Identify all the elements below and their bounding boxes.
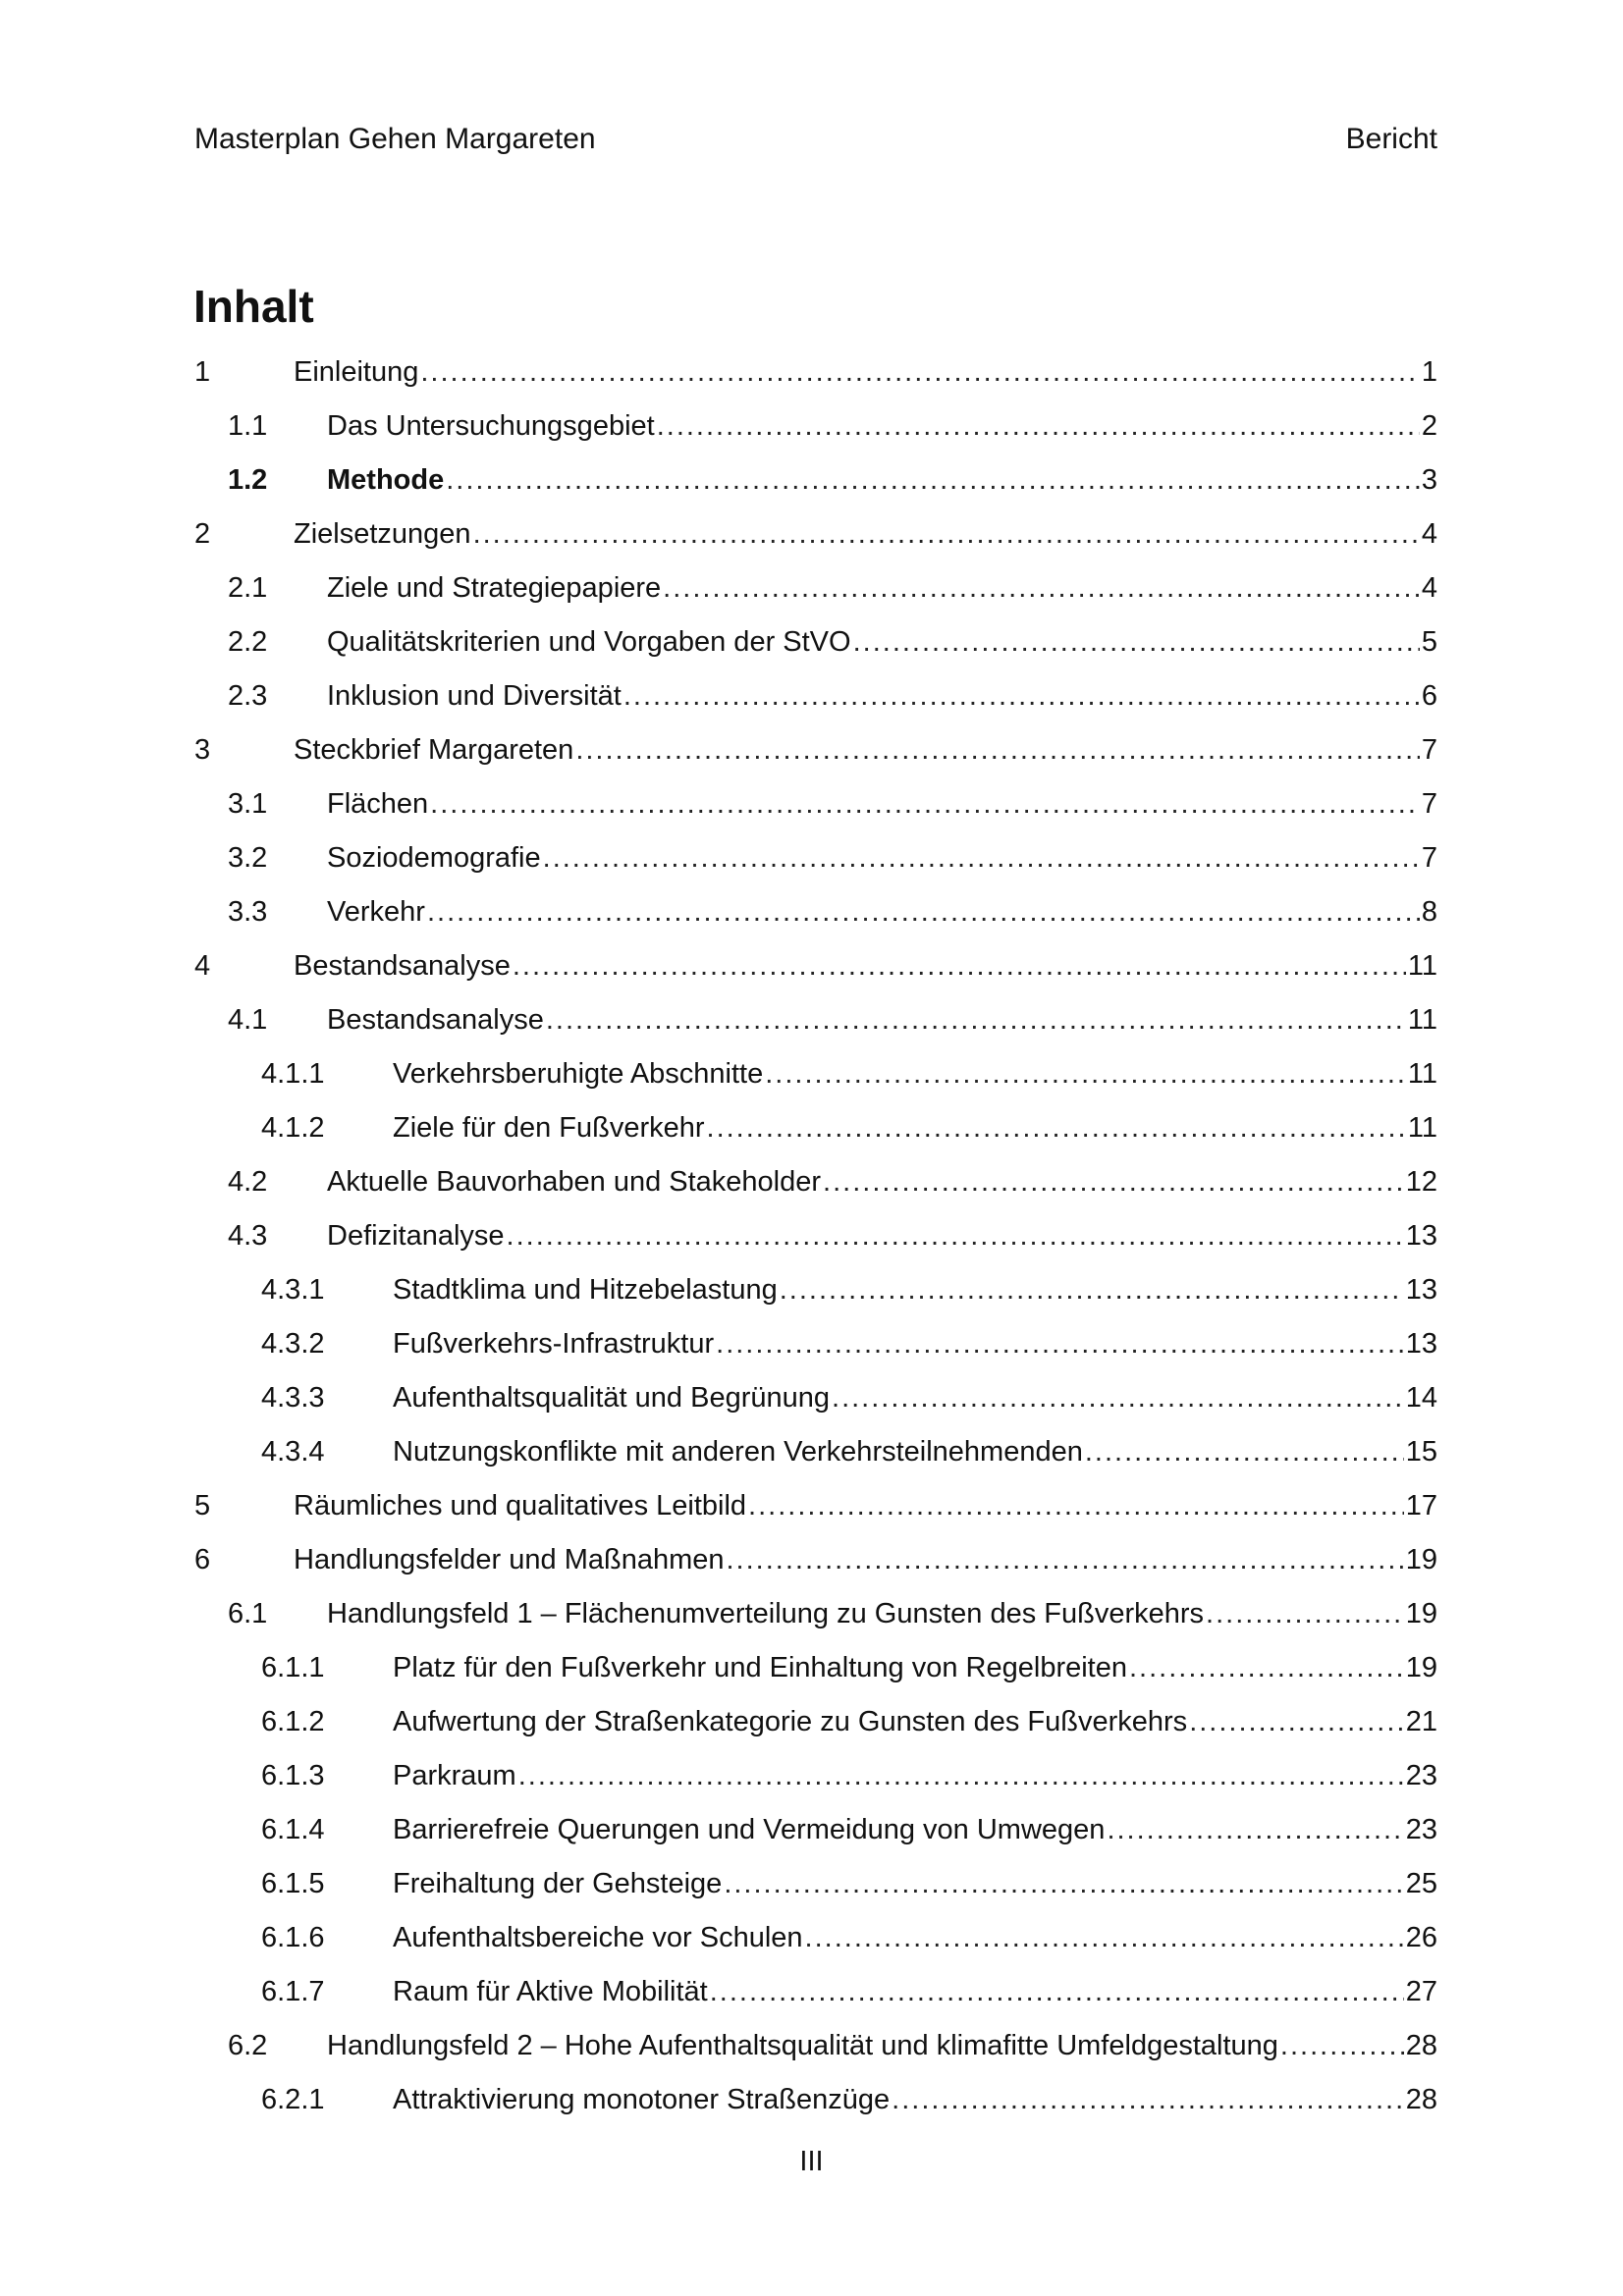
toc-dot-leader [427, 896, 1420, 929]
toc-entry-label: Zielsetzungen [294, 518, 471, 550]
toc-entry-page: 13 [1405, 1220, 1437, 1252]
toc-entry-label: Stadtklima und Hitzebelastung [393, 1274, 778, 1306]
toc-entry-page: 7 [1421, 734, 1437, 766]
toc-entry-label: Handlungsfeld 2 – Hohe Aufenthaltsqualität und klimafitte Umfeldgestaltung [327, 2030, 1278, 2061]
toc-entry-page: 23 [1405, 1814, 1437, 1845]
toc-entry[interactable] [194, 669, 1437, 723]
toc-dot-leader [546, 1004, 1406, 1037]
toc-entry-label: Platz für den Fußverkehr und Einhaltung von Regelbreiten [393, 1652, 1127, 1683]
toc-entry-page: 11 [1407, 1004, 1437, 1036]
toc-entry-page: 4 [1421, 518, 1437, 550]
toc-entry-label: Freihaltung der Gehsteige [393, 1868, 723, 1899]
toc-entry-page: 13 [1405, 1274, 1437, 1306]
toc-entry-label: Verkehrsberuhigte Abschnitte [393, 1058, 764, 1090]
toc-dot-leader [805, 1922, 1404, 1954]
toc-entry-page: 7 [1421, 788, 1437, 820]
toc-dot-leader [420, 356, 1419, 389]
toc-entry[interactable] [194, 723, 1437, 777]
toc-entry-label: Defizitanalyse [327, 1220, 505, 1252]
toc-entry-number: 4.3.2 [261, 1328, 325, 1360]
toc-entry[interactable] [194, 1965, 1437, 2019]
toc-dot-leader [707, 1112, 1406, 1145]
toc-entry-label: Raum für Aktive Mobilität [393, 1976, 708, 2007]
toc-dot-leader [518, 1760, 1404, 1792]
toc-entry-page: 7 [1421, 842, 1437, 874]
toc-dot-leader [716, 1328, 1404, 1361]
toc-entry-page: 4 [1421, 572, 1437, 604]
toc-entry-label: Fußverkehrs-Infrastruktur [393, 1328, 715, 1360]
toc-entry-page: 6 [1421, 680, 1437, 712]
toc-entry[interactable] [194, 1803, 1437, 1857]
toc-entry[interactable] [194, 939, 1437, 993]
toc-entry-label: Aufenthaltsqualität und Begrünung [393, 1382, 831, 1414]
toc-entry-page: 13 [1405, 1328, 1437, 1360]
toc-entry-label: Barrierefreie Querungen und Vermeidung von Umwegen [393, 1814, 1106, 1845]
toc-entry[interactable] [194, 993, 1437, 1047]
toc-entry-label: Das Untersuchungsgebiet [327, 410, 655, 442]
toc-entry-number: 6.1.5 [261, 1868, 325, 1899]
toc-entry-label: Methode [327, 464, 445, 496]
toc-entry[interactable] [194, 1371, 1437, 1425]
toc-dot-leader [1189, 1706, 1404, 1738]
toc-entry[interactable] [194, 1317, 1437, 1371]
toc-entry[interactable] [194, 1479, 1437, 1533]
toc-entry-number: 3.3 [228, 896, 268, 928]
toc-entry-number: 6.1.7 [261, 1976, 325, 2007]
toc-entry-label: Nutzungskonflikte mit anderen Verkehrsteilnehmenden [393, 1436, 1083, 1468]
toc-entry-number: 2.1 [228, 572, 268, 604]
toc-entry[interactable] [194, 1209, 1437, 1263]
toc-entry-number: 3 [194, 734, 211, 766]
toc-entry-label: Ziele und Strategiepapiere [327, 572, 662, 604]
toc-entry-page: 11 [1407, 1058, 1437, 1090]
toc-entry-number: 6.1.3 [261, 1760, 325, 1791]
toc-entry-number: 4.1.1 [261, 1058, 325, 1090]
toc-dot-leader [832, 1382, 1404, 1415]
toc-entry[interactable] [194, 831, 1437, 885]
toc-entry-page: 23 [1405, 1760, 1437, 1791]
toc-entry-page: 14 [1405, 1382, 1437, 1414]
toc-entry-label: Aktuelle Bauvorhaben und Stakeholder [327, 1166, 822, 1198]
toc-entry-label: Handlungsfelder und Maßnahmen [294, 1544, 725, 1575]
toc-dot-leader [823, 1166, 1404, 1199]
toc-entry-number: 6.1.6 [261, 1922, 325, 1953]
toc-entry-label: Aufwertung der Straßenkategorie zu Gunsten des Fußverkehrs [393, 1706, 1188, 1737]
toc-entry-page: 12 [1405, 1166, 1437, 1198]
toc-entry[interactable] [194, 2073, 1437, 2127]
toc-entry-number: 6 [194, 1544, 211, 1575]
toc-entry[interactable] [194, 1641, 1437, 1695]
toc-dot-leader [710, 1976, 1404, 2008]
table-of-contents [194, 346, 1437, 2127]
toc-entry[interactable] [194, 1101, 1437, 1155]
toc-entry-number: 5 [194, 1490, 211, 1522]
toc-entry-label: Einleitung [294, 356, 419, 388]
toc-entry-number: 4.3.1 [261, 1274, 325, 1306]
toc-entry-number: 4.3.4 [261, 1436, 325, 1468]
toc-entry[interactable] [194, 1533, 1437, 1587]
toc-dot-leader [724, 1868, 1403, 1900]
toc-entry-number: 2.3 [228, 680, 268, 712]
toc-entry-label: Qualitätskriterien und Vorgaben der StVO [327, 626, 851, 658]
toc-entry-page: 25 [1405, 1868, 1437, 1899]
toc-entry[interactable] [194, 1425, 1437, 1479]
toc-dot-leader [1280, 2030, 1404, 2062]
toc-entry[interactable] [194, 1911, 1437, 1965]
toc-entry-number: 4.2 [228, 1166, 268, 1198]
toc-entry-label: Flächen [327, 788, 429, 820]
toc-dot-leader [1129, 1652, 1404, 1684]
toc-entry-number: 2 [194, 518, 211, 550]
toc-entry-page: 27 [1405, 1976, 1437, 2007]
toc-entry-number: 1.2 [228, 464, 268, 496]
toc-dot-leader [1085, 1436, 1404, 1468]
toc-entry[interactable] [194, 400, 1437, 454]
toc-entry[interactable] [194, 1263, 1437, 1317]
toc-entry-page: 28 [1405, 2030, 1437, 2061]
page-header [194, 120, 1437, 159]
toc-entry-page: 2 [1421, 410, 1437, 442]
toc-entry-number: 4 [194, 950, 211, 982]
toc-entry[interactable] [194, 507, 1437, 561]
toc-dot-leader [623, 680, 1420, 713]
toc-dot-leader [657, 410, 1420, 443]
toc-entry-page: 8 [1421, 896, 1437, 928]
toc-dot-leader [507, 1220, 1404, 1253]
toc-entry-page: 19 [1405, 1544, 1437, 1575]
toc-dot-leader [1206, 1598, 1404, 1630]
toc-dot-leader [663, 572, 1420, 605]
toc-entry-number: 1.1 [228, 410, 268, 442]
toc-entry-page: 5 [1421, 626, 1437, 658]
toc-dot-leader [575, 734, 1420, 767]
toc-entry-page: 28 [1405, 2084, 1437, 2115]
toc-entry-page: 3 [1421, 464, 1437, 496]
toc-entry-label: Räumliches und qualitatives Leitbild [294, 1490, 747, 1522]
toc-entry-label: Attraktivierung monotoner Straßenzüge [393, 2084, 891, 2115]
toc-entry[interactable] [194, 777, 1437, 831]
toc-entry-page: 1 [1421, 356, 1437, 388]
toc-entry[interactable] [194, 615, 1437, 669]
toc-dot-leader [727, 1544, 1404, 1576]
toc-dot-leader [513, 950, 1406, 983]
toc-entry-label: Inklusion und Diversität [327, 680, 622, 712]
toc-entry-page: 11 [1407, 950, 1437, 982]
toc-dot-leader [446, 464, 1420, 497]
toc-dot-leader [748, 1490, 1404, 1522]
toc-entry-number: 3.2 [228, 842, 268, 874]
toc-entry-label: Bestandsanalyse [294, 950, 511, 982]
page-number: III [799, 2146, 824, 2177]
toc-entry-number: 6.1.2 [261, 1706, 325, 1737]
toc-entry-label: Soziodemografie [327, 842, 541, 874]
toc-entry[interactable] [194, 885, 1437, 939]
toc-dot-leader [1107, 1814, 1403, 1846]
toc-entry-page: 21 [1405, 1706, 1437, 1737]
toc-entry[interactable] [194, 454, 1437, 507]
toc-entry-number: 4.3 [228, 1220, 268, 1252]
toc-entry-number: 6.1.4 [261, 1814, 325, 1845]
toc-entry[interactable] [194, 2019, 1437, 2073]
toc-entry-page: 19 [1405, 1652, 1437, 1683]
toc-entry[interactable] [194, 561, 1437, 615]
toc-dot-leader [543, 842, 1420, 875]
toc-entry-label: Handlungsfeld 1 – Flächenumverteilung zu Gunsten des Fußverkehrs [327, 1598, 1205, 1629]
toc-entry-label: Bestandsanalyse [327, 1004, 544, 1036]
toc-entry-page: 19 [1405, 1598, 1437, 1629]
toc-entry[interactable] [194, 1155, 1437, 1209]
header-document-title: Masterplan Gehen Margareten [194, 123, 596, 155]
toc-entry-number: 4.3.3 [261, 1382, 325, 1414]
toc-entry-label: Ziele für den Fußverkehr [393, 1112, 705, 1144]
toc-entry-page: 15 [1405, 1436, 1437, 1468]
toc-dot-leader [430, 788, 1420, 821]
toc-entry-number: 4.1.2 [261, 1112, 325, 1144]
toc-entry-number: 6.2.1 [261, 2084, 325, 2115]
toc-dot-leader [853, 626, 1420, 659]
toc-dot-leader [892, 2084, 1404, 2116]
toc-entry[interactable] [194, 346, 1437, 400]
toc-entry[interactable] [194, 1695, 1437, 1749]
toc-entry-label: Steckbrief Margareten [294, 734, 574, 766]
toc-entry-number: 4.1 [228, 1004, 268, 1036]
toc-entry-number: 2.2 [228, 626, 268, 658]
toc-entry-number: 6.1 [228, 1598, 268, 1629]
toc-entry-page: 11 [1407, 1112, 1437, 1144]
toc-entry-number: 3.1 [228, 788, 268, 820]
toc-dot-leader [473, 518, 1420, 551]
toc-entry-number: 6.1.1 [261, 1652, 325, 1683]
header-section-label: Bericht [1345, 123, 1437, 155]
toc-dot-leader [780, 1274, 1404, 1307]
toc-title: Inhalt [193, 281, 314, 332]
toc-entry-page: 17 [1405, 1490, 1437, 1522]
toc-entry[interactable] [194, 1047, 1437, 1101]
toc-entry-number: 6.2 [228, 2030, 268, 2061]
toc-entry-number: 1 [194, 356, 211, 388]
toc-dot-leader [765, 1058, 1406, 1091]
toc-entry[interactable] [194, 1587, 1437, 1641]
toc-entry[interactable] [194, 1749, 1437, 1803]
toc-entry-label: Parkraum [393, 1760, 516, 1791]
toc-entry-label: Aufenthaltsbereiche vor Schulen [393, 1922, 803, 1953]
toc-entry-label: Verkehr [327, 896, 425, 928]
toc-entry[interactable] [194, 1857, 1437, 1911]
toc-entry-page: 26 [1405, 1922, 1437, 1953]
